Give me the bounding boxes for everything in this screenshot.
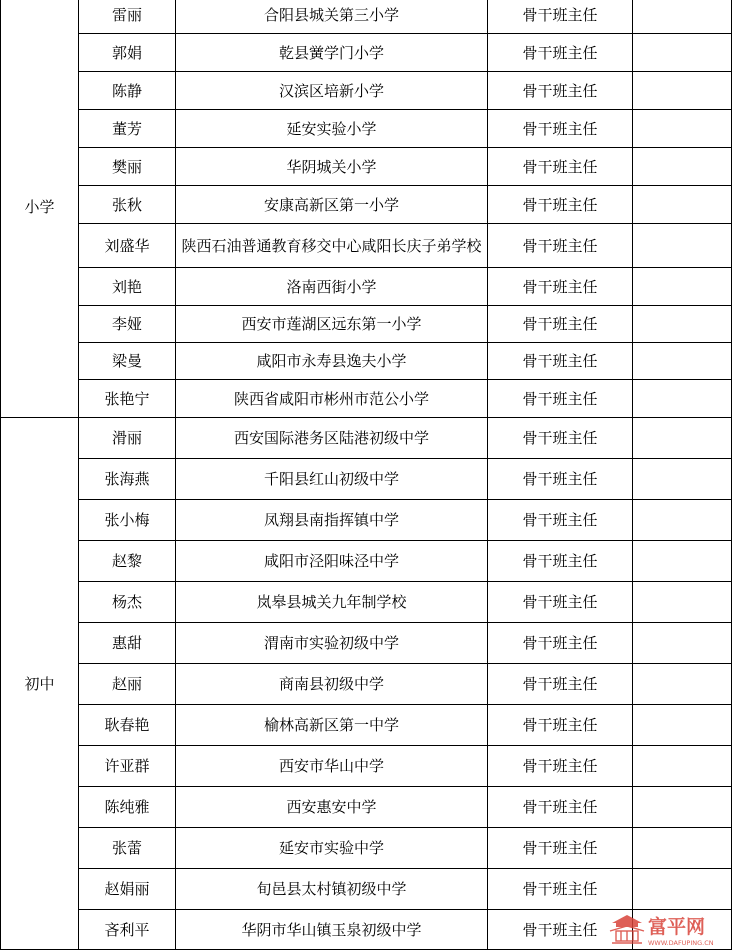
pagoda-icon <box>610 915 644 943</box>
group-cell: 初中 <box>1 418 79 950</box>
table-row <box>1 746 732 787</box>
teacher-name-cell: 张小梅 <box>79 500 176 541</box>
school-cell: 洛南西街小学 <box>176 268 488 306</box>
note-cell <box>633 500 732 541</box>
note-cell <box>633 623 732 664</box>
roster-body <box>1 0 732 950</box>
table-row <box>1 828 732 869</box>
school-cell: 合阳县城关第三小学 <box>176 0 488 34</box>
note-cell <box>633 34 732 72</box>
school-cell: 旬邑县太村镇初级中学 <box>176 869 488 910</box>
role-cell: 骨干班主任 <box>488 72 633 110</box>
note-cell <box>633 72 732 110</box>
teacher-name-cell: 耿春艳 <box>79 705 176 746</box>
table-row <box>1 459 732 500</box>
note-cell <box>633 582 732 623</box>
table-row <box>1 541 732 582</box>
teacher-name-cell: 赵丽 <box>79 664 176 705</box>
note-cell <box>633 186 732 224</box>
table-row <box>1 148 732 186</box>
school-cell: 陕西省咸阳市彬州市范公小学 <box>176 380 488 418</box>
role-cell: 骨干班主任 <box>488 224 633 268</box>
teacher-name-cell: 郭娟 <box>79 34 176 72</box>
role-cell: 骨干班主任 <box>488 500 633 541</box>
role-cell: 骨干班主任 <box>488 380 633 418</box>
role-cell: 骨干班主任 <box>488 910 633 950</box>
school-cell: 安康高新区第一小学 <box>176 186 488 224</box>
role-cell: 骨干班主任 <box>488 705 633 746</box>
table-row <box>1 664 732 705</box>
role-cell: 骨干班主任 <box>488 582 633 623</box>
school-cell: 咸阳市泾阳味泾中学 <box>176 541 488 582</box>
table-row <box>1 306 732 343</box>
school-cell: 榆林高新区第一中学 <box>176 705 488 746</box>
table-row <box>1 72 732 110</box>
teacher-name-cell: 张海燕 <box>79 459 176 500</box>
note-cell <box>633 306 732 343</box>
role-cell: 骨干班主任 <box>488 623 633 664</box>
teacher-name-cell: 赵娟丽 <box>79 869 176 910</box>
table-row <box>1 418 732 459</box>
school-cell: 千阳县红山初级中学 <box>176 459 488 500</box>
note-cell <box>633 828 732 869</box>
role-cell: 骨干班主任 <box>488 110 633 148</box>
table-row <box>1 343 732 380</box>
note-cell <box>633 541 732 582</box>
teacher-name-cell: 张蕾 <box>79 828 176 869</box>
school-cell: 延安实验小学 <box>176 110 488 148</box>
teacher-name-cell: 许亚群 <box>79 746 176 787</box>
role-cell: 骨干班主任 <box>488 746 633 787</box>
role-cell: 骨干班主任 <box>488 148 633 186</box>
table-row <box>1 224 732 268</box>
role-cell: 骨干班主任 <box>488 0 633 34</box>
school-cell: 华阴城关小学 <box>176 148 488 186</box>
table-row <box>1 110 732 148</box>
school-cell: 西安市莲湖区远东第一小学 <box>176 306 488 343</box>
role-cell: 骨干班主任 <box>488 268 633 306</box>
teacher-name-cell: 杨杰 <box>79 582 176 623</box>
school-cell: 西安市华山中学 <box>176 746 488 787</box>
teacher-name-cell: 陈纯雅 <box>79 787 176 828</box>
table-row <box>1 186 732 224</box>
teacher-name-cell: 李娅 <box>79 306 176 343</box>
table-row <box>1 582 732 623</box>
note-cell <box>633 224 732 268</box>
teacher-name-cell: 吝利平 <box>79 910 176 950</box>
watermark-title: 富平网 <box>648 916 706 938</box>
role-cell: 骨干班主任 <box>488 459 633 500</box>
note-cell <box>633 110 732 148</box>
site-watermark-logo <box>608 909 730 949</box>
note-cell <box>633 343 732 380</box>
role-cell: 骨干班主任 <box>488 34 633 72</box>
teacher-name-cell: 刘艳 <box>79 268 176 306</box>
table-row <box>1 268 732 306</box>
table-row <box>1 0 732 34</box>
table-row <box>1 869 732 910</box>
teacher-name-cell: 张秋 <box>79 186 176 224</box>
role-cell: 骨干班主任 <box>488 828 633 869</box>
table-row <box>1 500 732 541</box>
table-row <box>1 787 732 828</box>
school-cell: 咸阳市永寿县逸夫小学 <box>176 343 488 380</box>
role-cell: 骨干班主任 <box>488 541 633 582</box>
teacher-name-cell: 刘盛华 <box>79 224 176 268</box>
teacher-name-cell: 雷丽 <box>79 0 176 34</box>
school-cell: 渭南市实验初级中学 <box>176 623 488 664</box>
role-cell: 骨干班主任 <box>488 186 633 224</box>
role-cell: 骨干班主任 <box>488 869 633 910</box>
note-cell <box>633 869 732 910</box>
note-cell <box>633 787 732 828</box>
table-row <box>1 34 732 72</box>
note-cell <box>633 664 732 705</box>
teacher-name-cell: 滑丽 <box>79 418 176 459</box>
watermark-subtitle: WWW.DAFUPING.CN <box>648 939 714 947</box>
teacher-name-cell: 董芳 <box>79 110 176 148</box>
note-cell <box>633 459 732 500</box>
role-cell: 骨干班主任 <box>488 787 633 828</box>
teacher-name-cell: 陈静 <box>79 72 176 110</box>
role-cell: 骨干班主任 <box>488 343 633 380</box>
school-cell: 西安惠安中学 <box>176 787 488 828</box>
school-cell: 岚皋县城关九年制学校 <box>176 582 488 623</box>
teacher-name-cell: 惠甜 <box>79 623 176 664</box>
school-cell: 华阴市华山镇玉泉初级中学 <box>176 910 488 950</box>
school-cell: 延安市实验中学 <box>176 828 488 869</box>
note-cell <box>633 268 732 306</box>
note-cell <box>633 705 732 746</box>
role-cell: 骨干班主任 <box>488 664 633 705</box>
school-cell: 西安国际港务区陆港初级中学 <box>176 418 488 459</box>
school-cell: 凤翔县南指挥镇中学 <box>176 500 488 541</box>
table-row <box>1 623 732 664</box>
role-cell: 骨干班主任 <box>488 418 633 459</box>
school-cell: 乾县黉学门小学 <box>176 34 488 72</box>
table-row <box>1 380 732 418</box>
teacher-name-cell: 张艳宁 <box>79 380 176 418</box>
teacher-name-cell: 樊丽 <box>79 148 176 186</box>
school-cell: 商南县初级中学 <box>176 664 488 705</box>
role-cell: 骨干班主任 <box>488 306 633 343</box>
teacher-name-cell: 梁曼 <box>79 343 176 380</box>
note-cell <box>633 380 732 418</box>
table-row <box>1 705 732 746</box>
note-cell <box>633 0 732 34</box>
school-cell: 陕西石油普通教育移交中心咸阳长庆子弟学校 <box>176 224 488 268</box>
teacher-name-cell: 赵黎 <box>79 541 176 582</box>
school-cell: 汉滨区培新小学 <box>176 72 488 110</box>
note-cell <box>633 148 732 186</box>
note-cell <box>633 418 732 459</box>
note-cell <box>633 746 732 787</box>
group-cell: 小学 <box>1 0 79 418</box>
